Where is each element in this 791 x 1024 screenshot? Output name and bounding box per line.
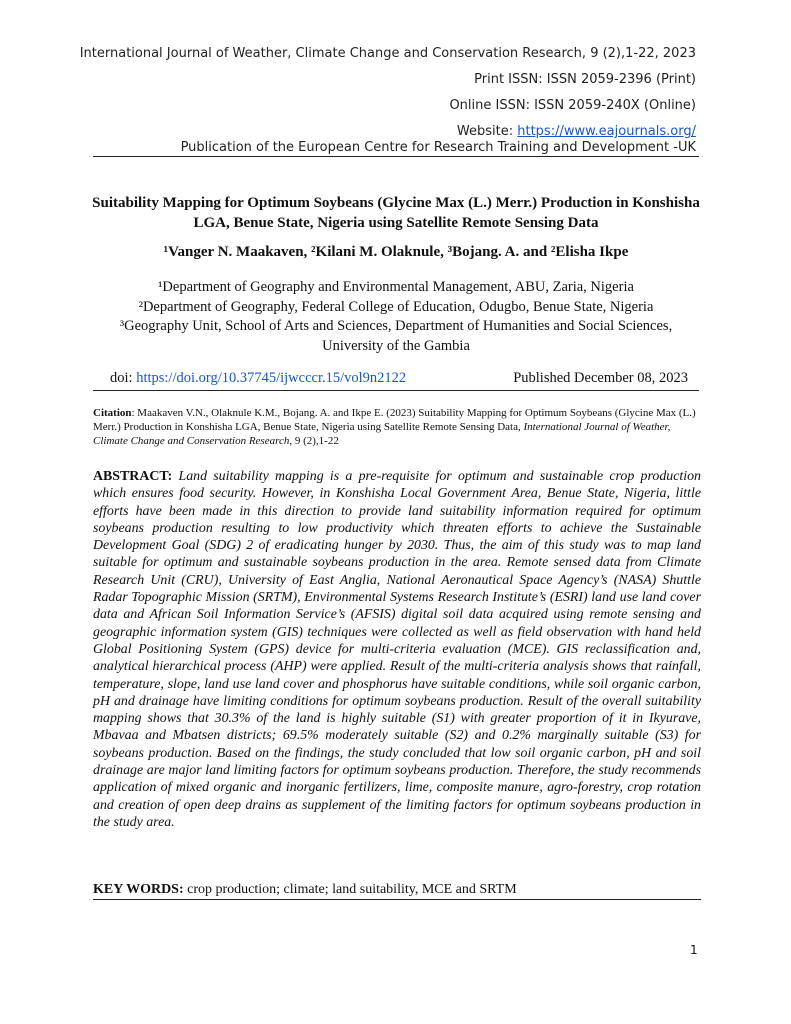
keywords-text: crop production; climate; land suitability, MCE and SRTM [183,882,517,897]
abstract [93,468,701,831]
citation-text: : Maakaven V.N., Olaknule K.M., Bojang. A. and Ikpe E. (2023) Suitability Mapping for Optimum Soybeans (Glycine Max (L.) Merr.) Production in Konshisha LGA, Benue State, Nigeria using Satellite Remote Sensing Data, [93,407,696,433]
author-list: ¹Vanger N. Maakaven, ²Kilani M. Olaknule, ³Bojang. A. and ²Elisha Ikpe [163,244,629,260]
doi-row [110,370,688,387]
publisher-line: Publication of the European Centre for Research Training and Development -UK [180,140,696,155]
doi-divider [93,390,699,391]
citation-block [93,406,701,448]
keywords-divider [93,899,701,900]
affiliation-3: ³Geography Unit, School of Arts and Sciences, Department of Humanities and Social Sciences, University of the Gambia [119,318,673,354]
website-label: Website: [456,124,518,139]
website-line [457,124,696,139]
header-divider [93,156,699,157]
keywords-label: KEY WORDS: [93,882,184,897]
paper-title: Suitability Mapping for Optimum Soybeans (Glycine Max (L.) Merr.) Production in Konshisha LGA, Benue State, Nigeria using Satellite Remote Sensing Data [92,195,700,231]
abstract-text: Land suitability mapping is a pre-requisite for optimum and sustainable crop production which ensures food security. However, in Konshisha Local Government Area, Benue State, Nigeria, little efforts have been made in this direction to provide land suitability information required for optimum soybeans production resulting to low productivity which threaten efforts to achieve the Sustainable Development Goal (SDG) 2 of eradicating hunger by 2030. Thus, the aim of this study was to map land suitable for optimum and sustainable soybeans production in the area. Remote sensed data from Climate Research Unit (CRU), University of East Anglia, National Aeronautical Space Agency’s (NASA) Shuttle Radar Topographic Mission (SRTM), Environmental Systems Research Institute’s (ESRI) land use land cover data and African Soil Information Service’s (AFSIS) digital soil data acquired using remote sensing and geographic information system (GIS) techniques were collected as well as field observation with hand held Global Positioning System (GPS) device for multi-criteria evaluation (MCE). GIS reclassification and, analytical hierarchical process (AHP) were applied. Result of the multi-criteria analysis shows that rainfall, temperature, slope, land use land cover and phosphorus have suitable conditions, while soil organic carbon, pH and drainage have limiting conditions for optimum soybeans production. Result of the overall suitability mapping shows that 30.3% of the land is highly suitable (S1) with greater proportion of it in Ikyurave, Mbavaa and Mbatsen districts; 69.5% moderately suitable (S2) and 0.2% marginally suitable (S3) for soybeans production. Based on the findings, the study concluded that low soil organic carbon, pH and soil drainage are major land limiting factors for optimum soybeans production. Therefore, the study recommends application of mixed organic and inorganic fertilizers, lime, composite manure, agro-forestry, crop rotation and creation of open deep drains as supplement of the limiting factors for optimum soybeans production in the study area. [93,469,701,830]
print-issn: Print ISSN: ISSN 2059-2396 (Print) [474,72,696,87]
doi-link[interactable]: https://doi.org/10.37745/ijwcccr.15/vol9n2122 [136,370,407,386]
online-issn: Online ISSN: ISSN 2059-240X (Online) [449,98,696,113]
page-number: 1 [690,943,698,957]
affiliation-1: ¹Department of Geography and Environmental Management, ABU, Zaria, Nigeria [158,279,634,295]
affiliations [100,278,692,356]
keywords [93,882,701,898]
affiliation-2: ²Department of Geography, Federal College of Education, Odugbo, Benue State, Nigeria [138,298,654,315]
published-date: Published December 08, 2023 [513,370,688,386]
journal-header-line: International Journal of Weather, Climate Change and Conservation Research, 9 (2),1-22, 2023 [79,46,696,61]
website-link[interactable]: https://www.eajournals.org/ [517,124,696,139]
citation-tail: , 9 (2),1-22 [289,435,339,447]
doi-label: doi: [110,370,137,386]
citation-label: Citation [93,407,132,419]
citation-journal: International Journal of Weather, Climate Change and Conservation Research [93,421,671,447]
abstract-label: ABSTRACT: [93,469,173,484]
